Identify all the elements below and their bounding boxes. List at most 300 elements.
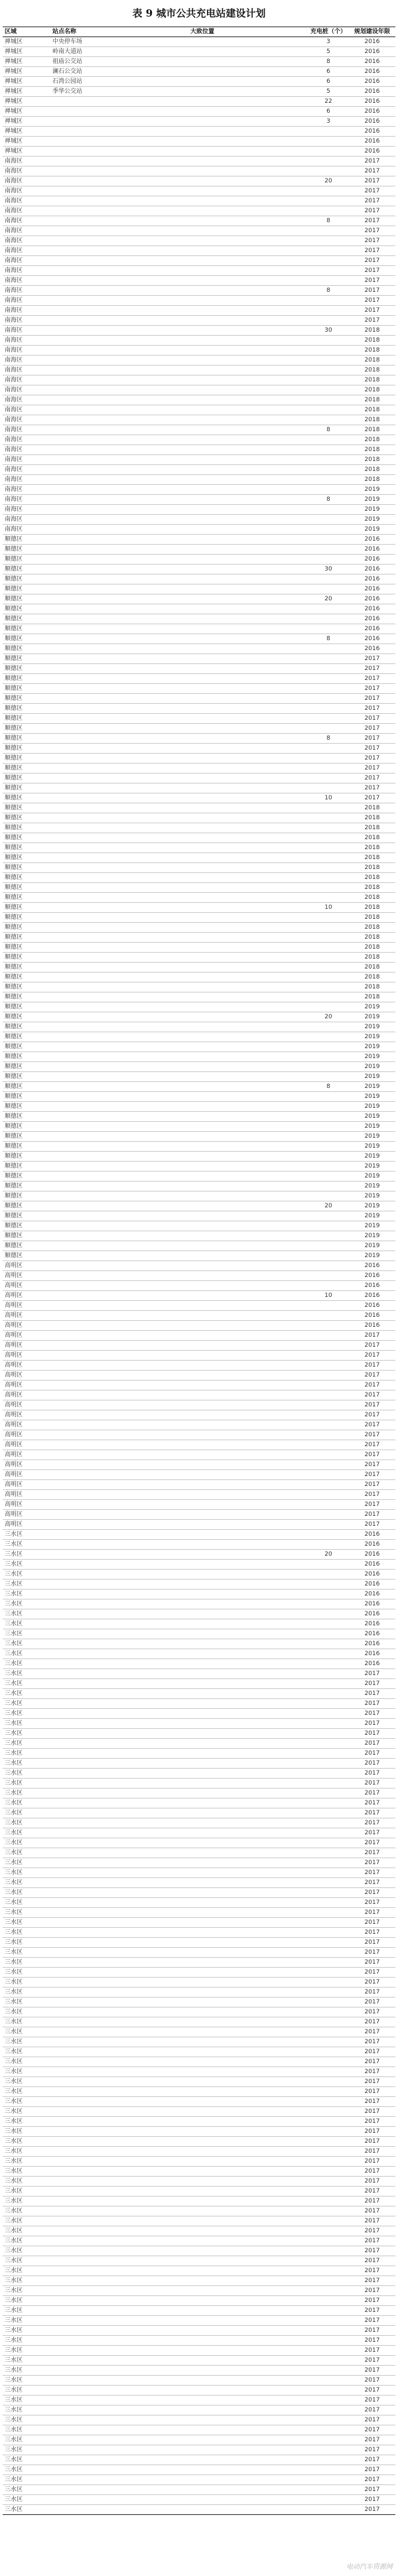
station-name-cell: [50, 2137, 188, 2147]
station-name-cell: 祖庙公交站: [50, 57, 188, 67]
district-cell: 高明区: [3, 1510, 50, 1520]
charger-count-cell: [308, 624, 349, 634]
table-row: [3, 535, 395, 545]
charger-count-cell: [308, 1520, 349, 1530]
table-row: [3, 2167, 395, 2177]
charger-count-cell: [308, 714, 349, 724]
location-cell: [188, 1251, 308, 1261]
district-cell: 顺德区: [3, 624, 50, 634]
charger-count-cell: [308, 2475, 349, 2485]
charger-count-cell: [308, 2366, 349, 2376]
charger-count-cell: [308, 1878, 349, 1888]
district-cell: 顺德区: [3, 1231, 50, 1241]
charger-count-cell: [308, 1052, 349, 1062]
district-cell: 南海区: [3, 236, 50, 246]
location-cell: [188, 147, 308, 157]
table-row: [3, 1261, 395, 1271]
charger-count-cell: [308, 1609, 349, 1619]
station-name-cell: [50, 714, 188, 724]
station-name-cell: [50, 2296, 188, 2306]
district-cell: 三水区: [3, 1818, 50, 1828]
charger-count-cell: [308, 475, 349, 485]
station-name-cell: [50, 575, 188, 584]
table-row: [3, 2435, 395, 2445]
charger-count-cell: 6: [308, 77, 349, 87]
station-name-cell: [50, 744, 188, 754]
table-row: [3, 286, 395, 296]
station-name-cell: [50, 2286, 188, 2296]
table-row: [3, 873, 395, 883]
build-year-cell: 2017: [349, 1779, 395, 1789]
location-cell: [188, 1022, 308, 1032]
district-cell: 三水区: [3, 1998, 50, 2007]
charger-count-cell: [308, 2455, 349, 2465]
district-cell: 顺德区: [3, 1012, 50, 1022]
table-row: [3, 167, 395, 176]
charger-count-cell: [308, 2336, 349, 2346]
station-name-cell: [50, 873, 188, 883]
table-row: [3, 1679, 395, 1689]
district-cell: 高明区: [3, 1261, 50, 1271]
build-year-cell: 2019: [349, 1132, 395, 1142]
location-cell: [188, 1410, 308, 1420]
location-cell: [188, 2117, 308, 2127]
location-cell: [188, 634, 308, 644]
location-cell: [188, 863, 308, 873]
district-cell: 三水区: [3, 2236, 50, 2246]
location-cell: [188, 176, 308, 186]
build-year-cell: 2017: [349, 2435, 395, 2445]
charger-count-cell: [308, 774, 349, 783]
table-row: [3, 2286, 395, 2296]
build-year-cell: 2016: [349, 1560, 395, 1570]
table-row: [3, 1998, 395, 2007]
table-row: [3, 704, 395, 714]
build-year-cell: 2017: [349, 2127, 395, 2137]
station-name-cell: [50, 1599, 188, 1609]
table-row: [3, 485, 395, 495]
charger-count-cell: [308, 1231, 349, 1241]
district-cell: 高明区: [3, 1390, 50, 1400]
build-year-cell: 2017: [349, 1361, 395, 1371]
charger-count-cell: 20: [308, 176, 349, 186]
build-year-cell: 2017: [349, 2475, 395, 2485]
district-cell: 高明区: [3, 1430, 50, 1440]
build-year-cell: 2017: [349, 1699, 395, 1709]
build-year-cell: 2019: [349, 525, 395, 535]
location-cell: [188, 1042, 308, 1052]
charger-count-cell: [308, 545, 349, 555]
table-row: [3, 2266, 395, 2276]
location-cell: [188, 1271, 308, 1281]
district-cell: 三水区: [3, 1709, 50, 1719]
table-row: [3, 2415, 395, 2425]
location-cell: [188, 2346, 308, 2356]
location-cell: [188, 2425, 308, 2435]
district-cell: 顺德区: [3, 863, 50, 873]
district-cell: 顺德区: [3, 1042, 50, 1052]
charger-count-cell: [308, 1132, 349, 1142]
district-cell: 顺德区: [3, 833, 50, 843]
location-cell: [188, 1311, 308, 1321]
station-name-cell: [50, 445, 188, 455]
station-name-cell: [50, 2157, 188, 2167]
table-row: [3, 1709, 395, 1719]
build-year-cell: 2017: [349, 2097, 395, 2107]
station-name-cell: [50, 1112, 188, 1122]
location-cell: [188, 455, 308, 465]
district-cell: 顺德区: [3, 764, 50, 774]
table-row: [3, 57, 395, 67]
build-year-cell: 2019: [349, 1201, 395, 1211]
build-year-cell: 2016: [349, 137, 395, 147]
location-cell: [188, 2286, 308, 2296]
location-cell: [188, 1978, 308, 1988]
table-row: [3, 1182, 395, 1191]
table-row: [3, 226, 395, 236]
build-year-cell: 2017: [349, 2445, 395, 2455]
build-year-cell: 2017: [349, 704, 395, 714]
station-name-cell: [50, 2246, 188, 2256]
charger-count-cell: [308, 2246, 349, 2256]
station-name-cell: [50, 2336, 188, 2346]
table-row: [3, 1460, 395, 1470]
charger-count-cell: [308, 415, 349, 425]
station-name-cell: [50, 1590, 188, 1599]
district-cell: 南海区: [3, 465, 50, 475]
build-year-cell: 2016: [349, 594, 395, 604]
station-name-cell: [50, 1918, 188, 1928]
district-cell: 三水区: [3, 1699, 50, 1709]
table-row: [3, 385, 395, 395]
build-year-cell: 2017: [349, 2396, 395, 2406]
charger-count-cell: [308, 2415, 349, 2425]
district-cell: 顺德区: [3, 674, 50, 684]
station-name-cell: [50, 545, 188, 555]
table-row: [3, 1689, 395, 1699]
location-cell: [188, 2296, 308, 2306]
table-row: [3, 1191, 395, 1201]
charger-count-cell: [308, 2296, 349, 2306]
district-cell: 禅城区: [3, 147, 50, 157]
charger-count-cell: [308, 1838, 349, 1848]
location-cell: [188, 246, 308, 256]
station-name-cell: [50, 186, 188, 196]
station-name-cell: [50, 783, 188, 793]
district-cell: 顺德区: [3, 1122, 50, 1132]
district-cell: 顺德区: [3, 604, 50, 614]
charger-count-cell: 8: [308, 634, 349, 644]
charger-count-cell: [308, 1848, 349, 1858]
charger-count-cell: [308, 2376, 349, 2386]
district-cell: 南海区: [3, 356, 50, 366]
charger-count-cell: [308, 1729, 349, 1739]
station-name-cell: [50, 1390, 188, 1400]
district-cell: 南海区: [3, 216, 50, 226]
station-name-cell: [50, 2167, 188, 2177]
table-row: [3, 266, 395, 276]
build-year-cell: 2018: [349, 933, 395, 943]
table-row: [3, 1570, 395, 1580]
table-row: [3, 1599, 395, 1609]
charger-count-cell: [308, 1868, 349, 1878]
charger-count-cell: [308, 1321, 349, 1331]
build-year-cell: 2017: [349, 1410, 395, 1420]
table-row: [3, 1639, 395, 1649]
location-cell: [188, 1211, 308, 1221]
district-cell: 高明区: [3, 1470, 50, 1480]
location-cell: [188, 1500, 308, 1510]
build-year-cell: 2018: [349, 813, 395, 823]
build-year-cell: 2017: [349, 1480, 395, 1490]
table-row: [3, 2187, 395, 2197]
build-year-cell: 2019: [349, 1062, 395, 1072]
charger-count-cell: [308, 2027, 349, 2037]
station-name-cell: [50, 1958, 188, 1968]
station-name-cell: [50, 604, 188, 614]
location-cell: [188, 1898, 308, 1908]
district-cell: 禅城区: [3, 107, 50, 117]
build-year-cell: 2017: [349, 1679, 395, 1689]
district-cell: 三水区: [3, 2037, 50, 2047]
table-row: [3, 2127, 395, 2137]
table-row: [3, 1818, 395, 1828]
build-year-cell: 2017: [349, 744, 395, 754]
district-cell: 顺德区: [3, 1201, 50, 1211]
build-year-cell: 2017: [349, 2117, 395, 2127]
charger-count-cell: [308, 127, 349, 137]
charger-count-cell: [308, 983, 349, 992]
table-row: [3, 2037, 395, 2047]
charger-count-cell: 20: [308, 1550, 349, 1560]
charger-count-cell: [308, 2057, 349, 2067]
district-cell: 顺德区: [3, 744, 50, 754]
charger-count-cell: [308, 1381, 349, 1390]
table-row: [3, 1092, 395, 1102]
location-cell: [188, 2246, 308, 2256]
build-year-cell: 2017: [349, 2067, 395, 2077]
table-row: [3, 1072, 395, 1082]
station-name-cell: [50, 1381, 188, 1390]
district-cell: 三水区: [3, 2087, 50, 2097]
district-cell: 三水区: [3, 1669, 50, 1679]
location-cell: [188, 306, 308, 316]
charger-count-cell: [308, 813, 349, 823]
station-name-cell: [50, 1470, 188, 1480]
table-row: [3, 127, 395, 137]
table-row: [3, 2157, 395, 2167]
district-cell: 三水区: [3, 1629, 50, 1639]
charger-count-cell: [308, 276, 349, 286]
table-row: [3, 2206, 395, 2216]
district-cell: 南海区: [3, 495, 50, 505]
build-year-cell: 2017: [349, 2286, 395, 2296]
charger-count-cell: [308, 1062, 349, 1072]
location-cell: [188, 445, 308, 455]
charger-count-cell: [308, 1122, 349, 1132]
build-year-cell: 2016: [349, 147, 395, 157]
district-cell: 顺德区: [3, 664, 50, 674]
charger-count-cell: 10: [308, 903, 349, 913]
build-year-cell: 2017: [349, 1759, 395, 1769]
district-cell: 三水区: [3, 2366, 50, 2376]
district-cell: 禅城区: [3, 137, 50, 147]
table-row: [3, 1490, 395, 1500]
location-cell: [188, 1092, 308, 1102]
charger-count-cell: [308, 1102, 349, 1112]
charger-count-cell: [308, 654, 349, 664]
charger-count-cell: [308, 1599, 349, 1609]
location-cell: [188, 734, 308, 744]
district-cell: 高明区: [3, 1381, 50, 1390]
location-cell: [188, 1729, 308, 1739]
location-cell: [188, 2216, 308, 2226]
station-name-cell: [50, 107, 188, 117]
location-cell: [188, 1241, 308, 1251]
location-cell: [188, 1450, 308, 1460]
charger-count-cell: [308, 167, 349, 176]
district-cell: 顺德区: [3, 694, 50, 704]
table-row: [3, 734, 395, 744]
table-body: [3, 27, 395, 2515]
build-year-cell: 2019: [349, 1082, 395, 1092]
station-name-cell: [50, 2017, 188, 2027]
location-cell: [188, 2445, 308, 2455]
location-cell: [188, 2266, 308, 2276]
station-name-cell: [50, 1968, 188, 1978]
district-cell: 顺德区: [3, 555, 50, 565]
table-row: [3, 714, 395, 724]
charger-count-cell: [308, 2346, 349, 2356]
charger-count-cell: [308, 2047, 349, 2057]
district-cell: 高明区: [3, 1321, 50, 1331]
district-cell: 禅城区: [3, 77, 50, 87]
charger-count-cell: [308, 2236, 349, 2246]
build-year-cell: 2017: [349, 1908, 395, 1918]
location-cell: [188, 57, 308, 67]
charger-count-cell: [308, 803, 349, 813]
table-row: [3, 1301, 395, 1311]
table-row: [3, 1759, 395, 1769]
station-name-cell: [50, 455, 188, 465]
header-station-name: 站点名称: [50, 27, 188, 37]
table-row: [3, 992, 395, 1002]
build-year-cell: 2017: [349, 1808, 395, 1818]
station-name-cell: [50, 1410, 188, 1420]
build-year-cell: 2016: [349, 1540, 395, 1550]
station-name-cell: [50, 1142, 188, 1152]
table-row: [3, 37, 395, 47]
table-row: [3, 1699, 395, 1709]
charger-count-cell: [308, 2177, 349, 2187]
build-year-cell: 2017: [349, 1719, 395, 1729]
table-row: [3, 2425, 395, 2435]
location-cell: [188, 575, 308, 584]
table-row: [3, 1968, 395, 1978]
charger-count-cell: 5: [308, 47, 349, 57]
location-cell: [188, 973, 308, 983]
location-cell: [188, 1361, 308, 1371]
station-name-cell: [50, 176, 188, 186]
build-year-cell: 2017: [349, 1669, 395, 1679]
location-cell: [188, 1988, 308, 1998]
district-cell: 顺德区: [3, 793, 50, 803]
station-name-cell: [50, 614, 188, 624]
table-row: [3, 1042, 395, 1052]
table-row: [3, 575, 395, 584]
location-cell: [188, 1072, 308, 1082]
build-year-cell: 2018: [349, 445, 395, 455]
location-cell: [188, 236, 308, 246]
location-cell: [188, 1390, 308, 1400]
location-cell: [188, 137, 308, 147]
charger-count-cell: [308, 2097, 349, 2107]
district-cell: 高明区: [3, 1420, 50, 1430]
table-row: [3, 654, 395, 664]
district-cell: 三水区: [3, 2226, 50, 2236]
table-row: [3, 1241, 395, 1251]
build-year-cell: 2018: [349, 405, 395, 415]
location-cell: [188, 1838, 308, 1848]
charger-count-cell: [308, 823, 349, 833]
location-cell: [188, 1082, 308, 1092]
district-cell: 三水区: [3, 2177, 50, 2187]
station-name-cell: [50, 1182, 188, 1191]
table-row: [3, 1321, 395, 1331]
charger-count-cell: [308, 1858, 349, 1868]
district-cell: 顺德区: [3, 704, 50, 714]
build-year-cell: 2016: [349, 1530, 395, 1540]
build-year-cell: 2018: [349, 883, 395, 893]
district-cell: 三水区: [3, 2495, 50, 2505]
station-name-cell: [50, 1798, 188, 1808]
district-cell: 三水区: [3, 1560, 50, 1570]
build-year-cell: 2017: [349, 2226, 395, 2236]
build-year-cell: 2017: [349, 2107, 395, 2117]
table-row: [3, 1410, 395, 1420]
station-name-cell: [50, 1062, 188, 1072]
station-name-cell: [50, 1281, 188, 1291]
charger-count-cell: [308, 1898, 349, 1908]
build-year-cell: 2017: [349, 1729, 395, 1739]
location-cell: [188, 1420, 308, 1430]
table-row: [3, 1948, 395, 1958]
table-row: [3, 1978, 395, 1988]
station-name-cell: [50, 2067, 188, 2077]
table-row: [3, 2306, 395, 2316]
district-cell: 三水区: [3, 1659, 50, 1669]
build-year-cell: 2017: [349, 2406, 395, 2415]
station-name-cell: [50, 2396, 188, 2406]
location-cell: [188, 943, 308, 953]
station-name-cell: [50, 276, 188, 286]
station-name-cell: [50, 206, 188, 216]
build-year-cell: 2018: [349, 326, 395, 336]
station-name-cell: [50, 465, 188, 475]
build-year-cell: 2017: [349, 1371, 395, 1381]
table-row: [3, 147, 395, 157]
district-cell: 三水区: [3, 2306, 50, 2316]
table-row: [3, 2495, 395, 2505]
station-name-cell: [50, 1072, 188, 1082]
district-cell: 南海区: [3, 157, 50, 167]
charger-count-cell: 10: [308, 793, 349, 803]
build-year-cell: 2017: [349, 296, 395, 306]
charger-count-cell: 3: [308, 37, 349, 47]
location-cell: [188, 2177, 308, 2187]
district-cell: 三水区: [3, 1828, 50, 1838]
build-year-cell: 2016: [349, 614, 395, 624]
